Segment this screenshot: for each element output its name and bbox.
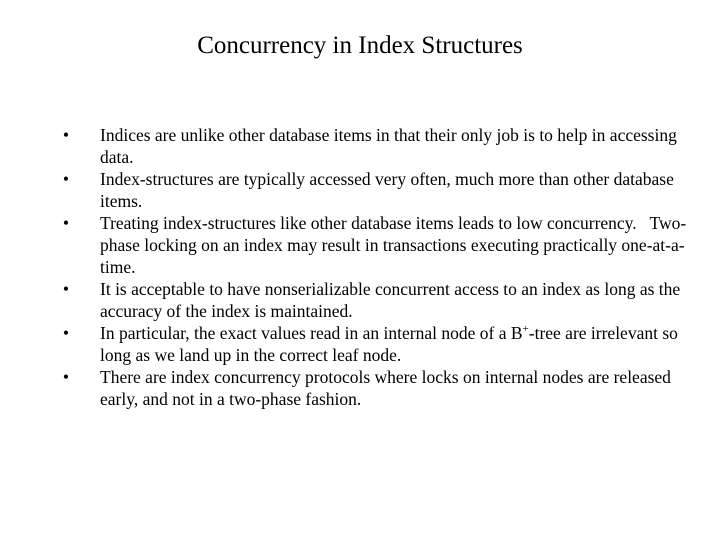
bullet-icon: •: [62, 213, 70, 233]
bullet-item: [56, 212, 696, 278]
bullet-item: [56, 168, 696, 212]
bullet-icon: •: [62, 323, 70, 343]
bullet-item: [56, 322, 696, 366]
bullet-text-pre: In particular, the exact values read in an internal node of a B: [100, 323, 523, 343]
bullet-icon: •: [62, 125, 70, 145]
bullet-list: [56, 124, 696, 410]
bullet-icon: •: [62, 169, 70, 189]
slide-title: Concurrency in Index Structures: [197, 32, 523, 59]
bullet-superscript: +: [522, 323, 529, 336]
bullet-icon: •: [62, 279, 70, 299]
bullet-text: Index-structures are typically accessed very often, much more than other database items.: [100, 169, 674, 211]
bullet-text: Indices are unlike other database items in that their only job is to help in accessing data.: [100, 125, 677, 167]
bullet-text: Treating index-structures like other database items leads to low concurrency. Two-phase locking on an index may result in transactions executing practically one-at-a-time.: [100, 213, 687, 277]
bullet-text-post: -tree are irrelevant so long as we land up in the correct leaf node.: [100, 323, 678, 365]
bullet-item: [56, 366, 696, 410]
bullet-item: [56, 278, 696, 322]
bullet-item: [56, 124, 696, 168]
bullet-text: There are index concurrency protocols where locks on internal nodes are released early, and not in a two-phase fashion.: [100, 367, 671, 409]
bullet-icon: •: [62, 367, 70, 387]
bullet-text: It is acceptable to have nonserializable concurrent access to an index as long as the accuracy of the index is maintained.: [100, 279, 681, 321]
bullet-text: [100, 323, 678, 365]
